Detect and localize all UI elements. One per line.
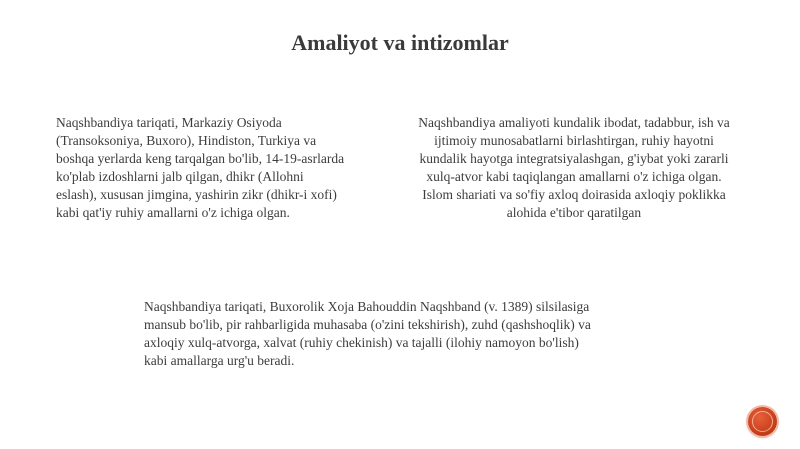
text-line: kabi qat'iy ruhiy amallarni o'z ichiga olgan. xyxy=(56,205,290,220)
text-line: mansub bo'lib, pir rahbarligida muhasaba (o'zini tekshirish), zuhd (qashshoqlik) va xyxy=(144,317,591,332)
text-line: Naqshbandiya amaliyoti kundalik ibodat, tadabbur, ish va xyxy=(418,115,730,130)
text-block-bottom xyxy=(144,298,664,370)
text-line: ijtimoiy munosabatlarni birlashtirgan, ruhiy hayotni xyxy=(434,133,714,148)
circle-nav-icon[interactable] xyxy=(748,407,777,436)
text-line: alohida e'tibor qaratilgan xyxy=(506,205,642,220)
nav-button-ring xyxy=(752,411,773,432)
text-line: (Transoksoniya, Buxoro), Hindiston, Turkiya va xyxy=(56,133,317,148)
text-block-right xyxy=(396,114,752,222)
text-line: axloqiy xulq-atvorga, xalvat (ruhiy chekinish) va tajalli (ilohiy namoyon bo'lish) xyxy=(144,335,579,350)
text-line: Islom shariati va so'fiy axloq doirasida axloqiy poklikka xyxy=(422,187,726,202)
text-line: xulq-atvor kabi taqiqlangan amallarni o'z ichiga olgan. xyxy=(426,169,722,184)
text-block-left xyxy=(56,114,386,222)
slide-title: Amaliyot va intizomlar xyxy=(291,30,509,55)
text-line: Naqshbandiya tariqati, Markaziy Osiyoda xyxy=(56,115,282,130)
text-line: eslash), xususan jimgina, yashirin zikr (dhikr-i xofi) xyxy=(56,187,337,202)
text-line: kabi amallarga urg'u beradi. xyxy=(144,353,295,368)
text-line: boshqa yerlarda keng tarqalgan bo'lib, 14-19-asrlarda xyxy=(56,151,345,166)
text-line: ko'plab izdoshlarni jalb qilgan, dhikr (Allohni xyxy=(56,169,304,184)
text-line: Naqshbandiya tariqati, Buxorolik Xoja Bahouddin Naqshband (v. 1389) silsilasiga xyxy=(144,299,590,314)
text-line: kundalik hayotga integratsiyalashgan, g'iybat yoki zararli xyxy=(419,151,729,166)
